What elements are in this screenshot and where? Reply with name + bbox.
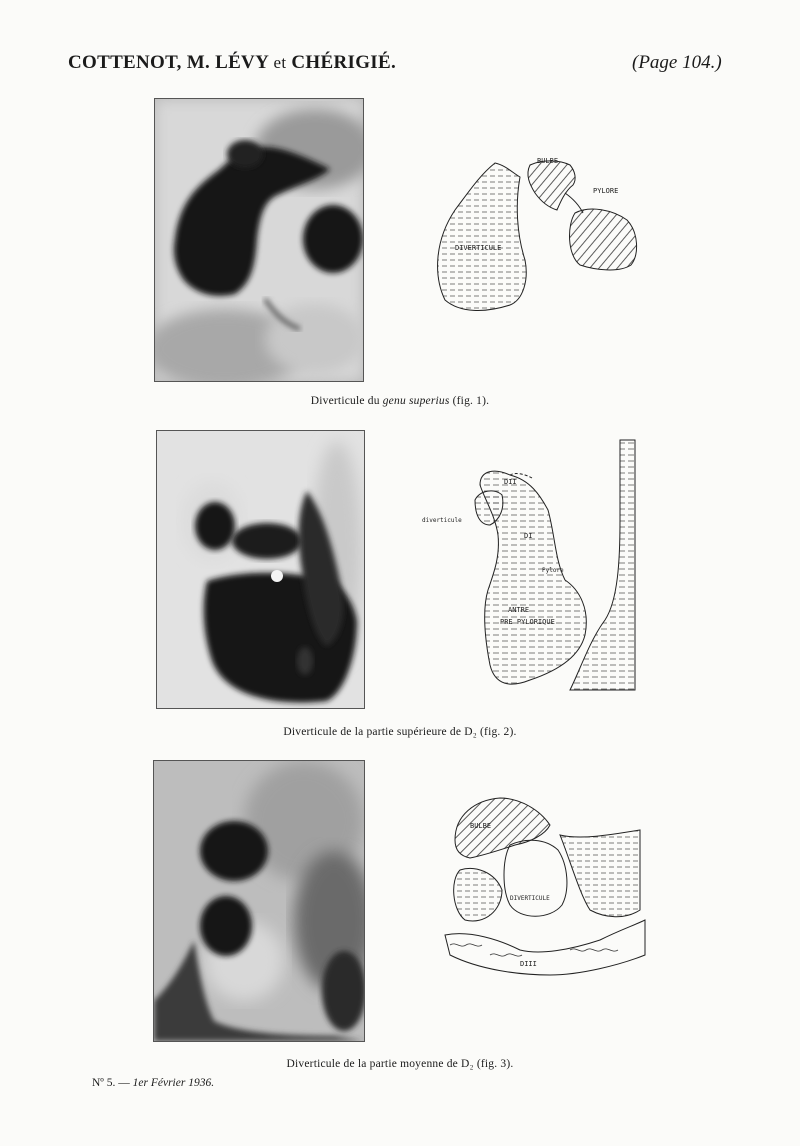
footer-date: 1er Février 1936. — [132, 1077, 215, 1089]
footer — [92, 1077, 214, 1089]
fig2-label-dii: DII — [504, 478, 517, 486]
fig3-label-bulbe: BULBE — [470, 822, 492, 830]
figure-2-sketch — [420, 440, 650, 690]
fig1-label-pylore: PYLORE — [593, 187, 619, 195]
authors-part1: COTTENOT, M. LÉVY — [68, 52, 269, 73]
figure-1-radiograph — [154, 98, 364, 382]
header-authors — [68, 52, 396, 74]
fig1-caption-suffix: (fig. 1). — [452, 395, 490, 407]
figure-1-sketch — [425, 155, 645, 315]
fig1-caption-prefix: Diverticule du — [310, 395, 380, 407]
fig3-label-diii: DIII — [520, 960, 537, 968]
fig2-label-antre-1: ANTRE — [508, 606, 530, 614]
fig2-label-antre-2: PRE PYLORIQUE — [500, 618, 555, 626]
fig2-label-diverticule: diverticule — [422, 517, 462, 524]
figure-3-caption: Diverticule de la partie moyenne de D₂ (fig. 3). — [286, 1058, 514, 1070]
fig1-label-bulbe: BULBE — [537, 157, 559, 165]
figure-2-radiograph — [156, 430, 365, 709]
authors-et: et — [273, 53, 287, 72]
fig1-label-diverticule: DIVERTICULE — [455, 244, 502, 252]
figure-2-caption: Diverticule de la partie supérieure de D₂ (fig. 2). — [283, 726, 517, 738]
figure-3-radiograph — [153, 760, 365, 1042]
fig2-label-di: DI — [524, 532, 533, 540]
figure-1-caption — [0, 395, 800, 407]
fig2-label-pylore: Pylore — [542, 567, 564, 574]
fig3-label-diverticule: DIVERTICULE — [510, 895, 550, 902]
authors-part2: CHÉRIGIÉ. — [291, 52, 396, 73]
fig1-caption-italic: genu superius — [382, 395, 450, 407]
footer-number: Nº 5. — — [92, 1077, 130, 1089]
page-reference: (Page 104.) — [632, 52, 722, 73]
figure-3-sketch — [440, 780, 650, 990]
